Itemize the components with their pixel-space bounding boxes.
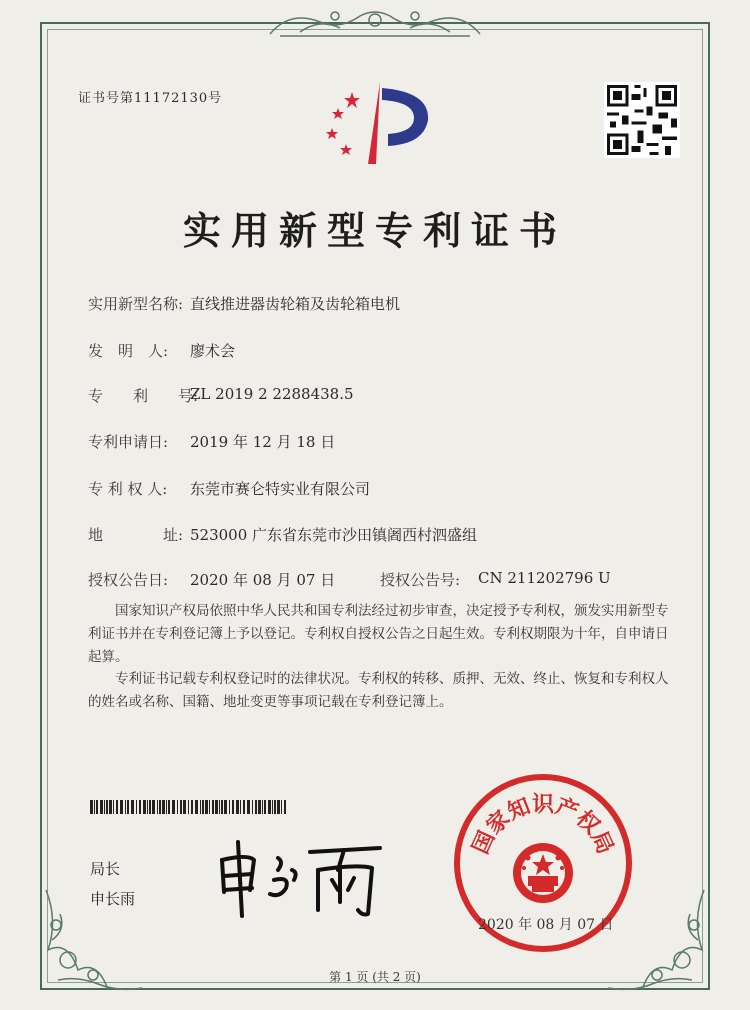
page-footer: 第 1 页 (共 2 页) [329, 970, 421, 984]
field-label-address: 地 址: [88, 526, 184, 544]
field-label-pub-number: 授权公告号: [380, 571, 461, 589]
field-label-filing-date: 专利申请日: [88, 433, 169, 451]
field-value-patentee: 东莞市赛仑特实业有限公司 [190, 480, 371, 498]
field-value-address: 523000 广东省东莞市沙田镇阇西村泗盛组 [190, 526, 478, 544]
field-value-patent-no: ZL 2019 2 2288438.5 [190, 385, 354, 403]
seal-text: 国家知识产权局 [468, 792, 618, 858]
handwritten-signature [208, 830, 388, 920]
director-title: 局长 [90, 860, 121, 878]
statement-paragraph-2: 专利证书记载专利权登记时的法律状况。专利权的转移、质押、无效、终止、恢复和专利权人的姓名或名称、国籍、地址变更等事项记载在专利登记簿上。 [88, 671, 669, 710]
field-label-grant-date: 授权公告日: [88, 571, 169, 589]
director-name: 申长雨 [90, 890, 136, 908]
patent-logo-icon [318, 78, 438, 168]
field-value-name: 直线推进器齿轮箱及齿轮箱电机 [190, 295, 401, 313]
national-emblem-icon [513, 843, 573, 903]
field-value-pub-number: CN 211202796 U [478, 569, 611, 587]
qr-code-icon [604, 82, 680, 158]
barcode-icon [90, 800, 288, 814]
field-value-grant-date: 2020 年 08 月 07 日 [190, 571, 336, 589]
field-label-patent-no: 专 利 号: [88, 387, 199, 405]
field-value-filing-date: 2019 年 12 月 18 日 [190, 433, 336, 451]
certificate-title: 实用新型专利证书 [182, 208, 567, 253]
field-label-name: 实用新型名称: [88, 295, 184, 313]
field-label-patentee: 专 利 权 人: [88, 480, 168, 498]
certificate-number: 证书号第11172130号 [78, 91, 223, 106]
seal-date: 2020 年 08 月 07 日 [478, 917, 614, 933]
field-value-inventor: 廖术会 [190, 342, 236, 360]
statement-paragraph-1: 国家知识产权局依照中华人民共和国专利法经过初步审查，决定授予专利权，颁发实用新型专利证书并在专利登记簿上予以登记。专利权自授权公告之日起生效。专利权期限为十年，自申请日起算。 [88, 603, 669, 665]
field-label-inventor: 发 明 人: [88, 342, 169, 360]
top-ornament [260, 4, 490, 40]
